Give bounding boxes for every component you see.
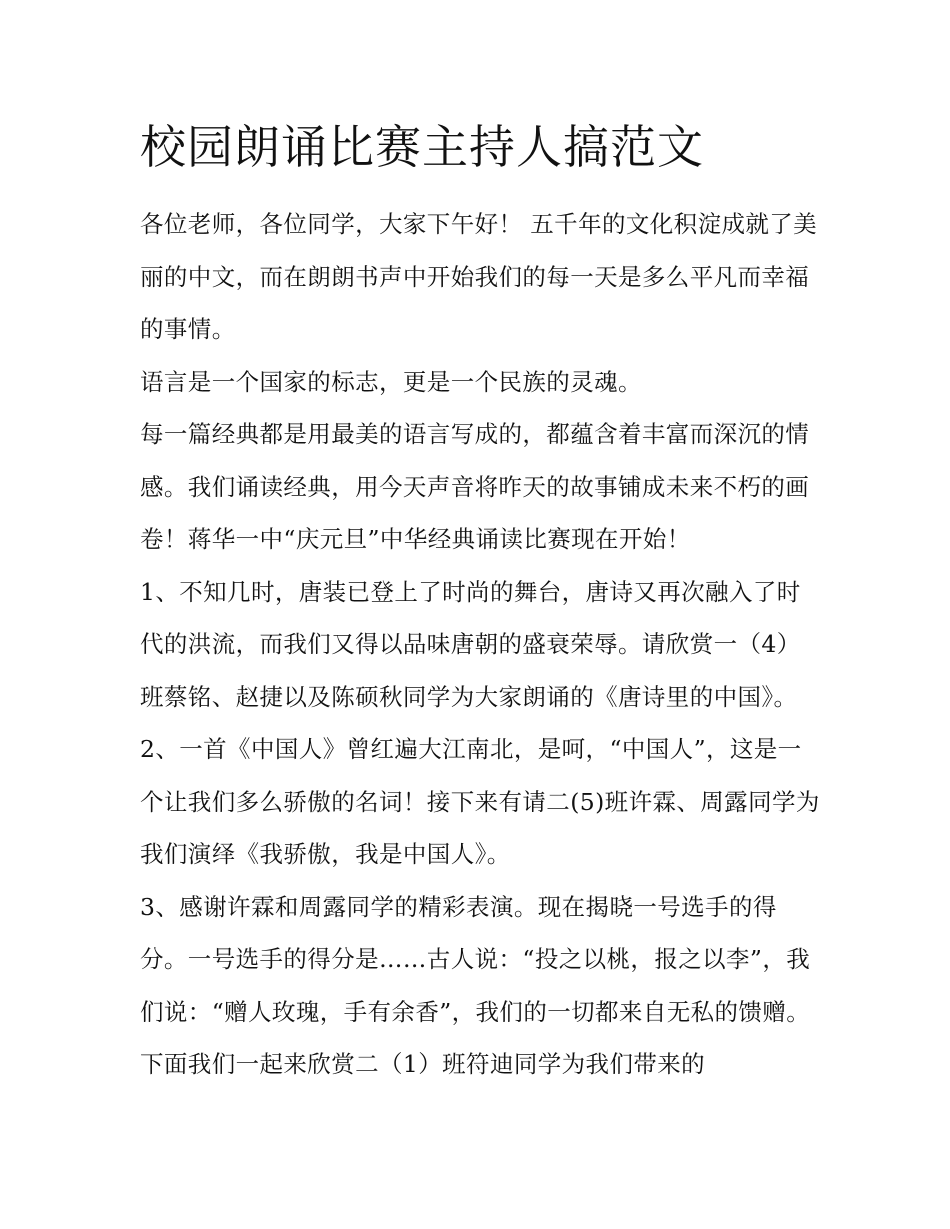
- document-content: [140, 112, 820, 1091]
- paragraph-item-3: 3、感谢许霖和周露同学的精彩表演。现在揭晓一号选手的得分。一号选手的得分是……古人说：“投之以桃，报之以李”，我们说：“赠人玫瑰，手有余香”，我们的一切都来自无私的馈赠。下面我们一起来欣赏二（1）班符迪同学为我们带来的: [140, 892, 811, 1078]
- document-body: [140, 198, 820, 1091]
- paragraph-item-2: 2、一首《中国人》曾红遍大江南北，是呵，“中国人”，这是一个让我们多么骄傲的名词！接下来有请二(5)班许霖、周露同学为我们演绎《我骄傲，我是中国人》。: [140, 735, 820, 868]
- document-title: 校园朗诵比赛主持人搞范文: [140, 120, 704, 174]
- paragraph-item-1: 1、不知几时，唐装已登上了时尚的舞台，唐诗又再次融入了时代的洪流，而我们又得以品味唐朝的盛衰荣辱。请欣赏一（4）班蔡铭、赵捷以及陈硕秋同学为大家朗诵的《唐诗里的中国》。: [140, 577, 801, 711]
- paragraph-greeting: 各位老师，各位同学，大家下午好！ 五千年的文化积淀成就了美丽的中文，而在朗朗书声中开始我们的每一天是多么平凡而幸福的事情。: [140, 210, 818, 343]
- paragraph-language: 语言是一个国家的标志，更是一个民族的灵魂。: [140, 367, 642, 396]
- paragraph-classics: 每一篇经典都是用最美的语言写成的，都蕴含着丰富而深沉的情感。我们诵读经典，用今天声音将昨天的故事铺成未来不朽的画卷！蒋华一中“庆元旦”中华经典诵读比赛现在开始！: [140, 420, 810, 553]
